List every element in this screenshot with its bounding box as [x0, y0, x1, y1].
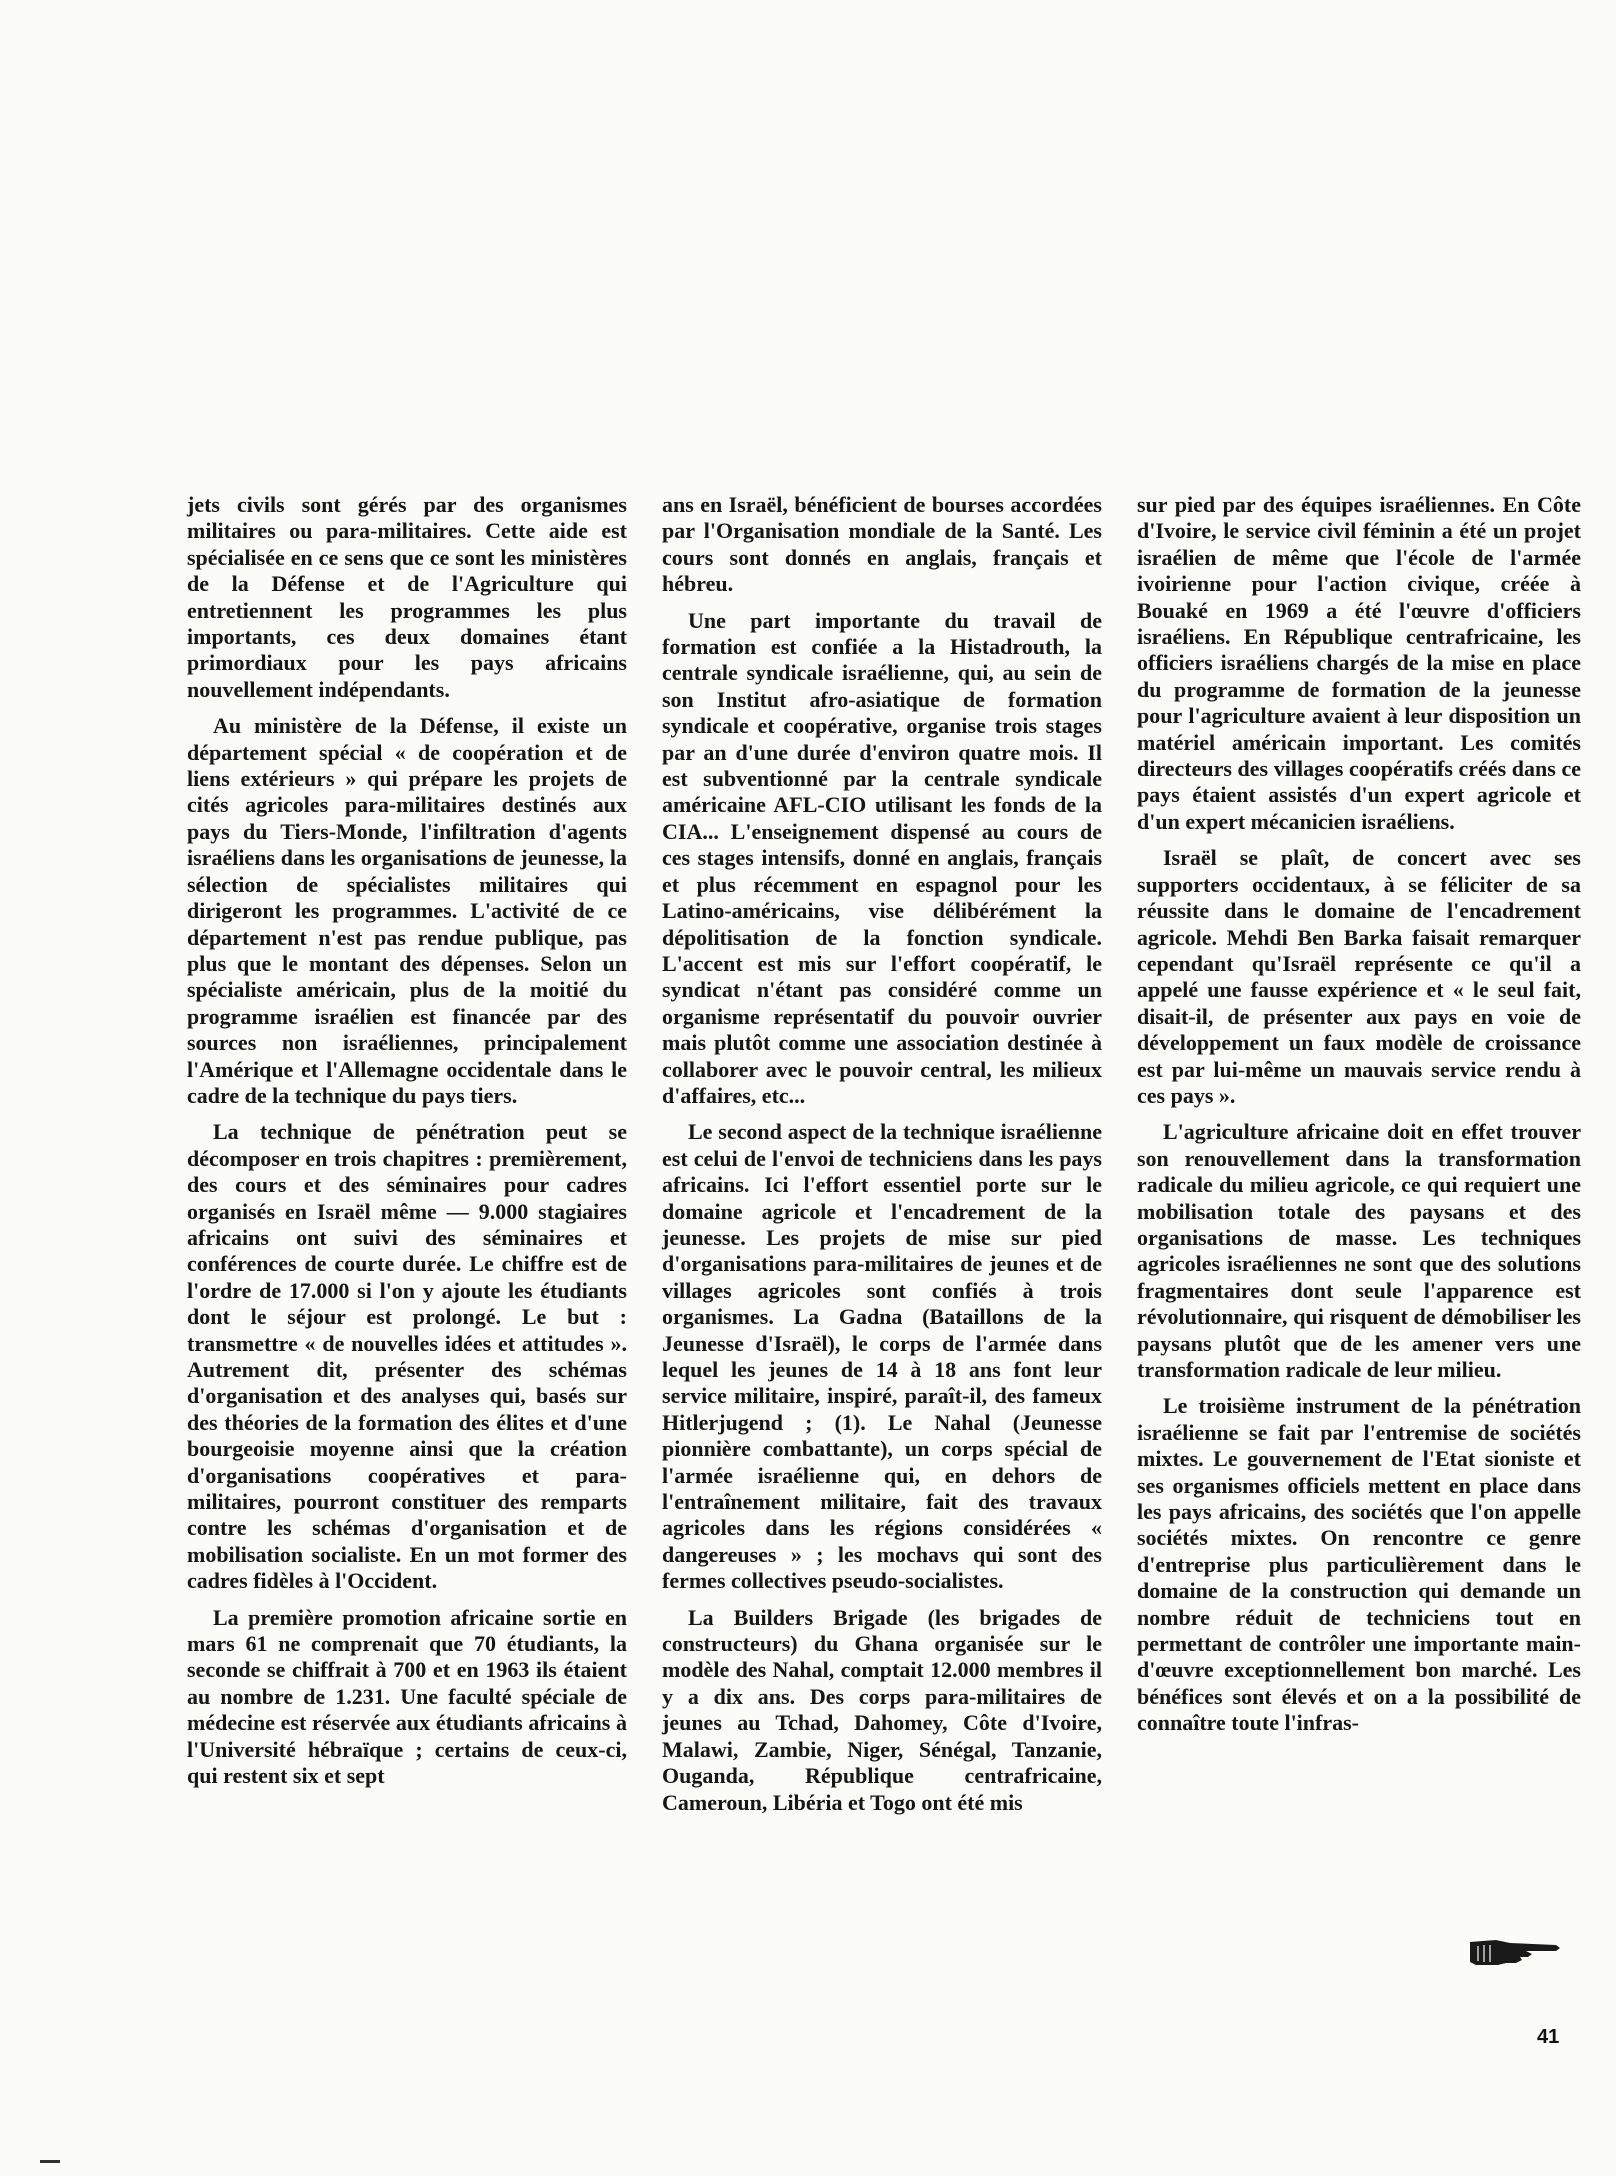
text-column-2 [662, 492, 1102, 1816]
paragraph: jets civils sont gérés par des organismes militaires ou para-militaires. Cette aide est spécialisée en ce sens que ce sont les ministères de la Défense et de l'Agriculture qui entretiennent les programmes les plus importants, ces deux domaines étant primordiaux pour les pays africains nouvellement indépendants. [187, 492, 627, 702]
paragraph: Au ministère de la Défense, il existe un département spécial « de coopération et de liens extérieurs » qui prépare les projets de cités agricoles para-militaires destinés aux pays du Tiers-Monde, l'infiltration d'agents israéliens dans les organisations de jeunesse, la sélection de spécialistes militaires qui dirigeront les programmes. L'activité de ce département n'est pas rendue publique, pas plus que le montant des dépenses. Selon un spécialiste américain, plus de la moitié du programme israélien est financée par des sources non israéliennes, principalement l'Amérique et l'Allemagne occidentale dans le cadre de la technique du pays tiers. [187, 713, 627, 1108]
paragraph: La première promotion africaine sortie en mars 61 ne comprenait que 70 étudiants, la seconde se chiffrait à 700 et en 1963 ils étaient au nombre de 1.231. Une faculté spéciale de médecine est réservée aux étudiants africains à l'Université hébraïque ; certains de ceux-ci, qui restent six et sept [187, 1604, 627, 1789]
text-column-3 [1137, 492, 1581, 1737]
paragraph: La technique de pénétration peut se décomposer en trois chapitres : premièrement, des cours et des séminaires pour cadres organisés en Israël même — 9.000 stagiaires africains ont suivi des séminaires et conférences de courte durée. Le chiffre est de l'ordre de 17.000 si l'on y ajoute les étudiants dont le séjour est prolongé. Le but : transmettre « de nouvelles idées et attitudes ». Autrement dit, présenter des schémas d'organisation et des analyses qui, basés sur des théories de la formation des élites et d'une bourgeoisie moyenne ainsi que la création d'organisations coopératives et para-militaires, pourront constituer des remparts contre les schémas d'organisation et de mobilisation socialiste. En un mot former des cadres fidèles à l'Occident. [187, 1119, 627, 1594]
paragraph: Le second aspect de la technique israélienne est celui de l'envoi de techniciens dans les pays africains. Ici l'effort essentiel porte sur le domaine agricole et l'encadrement de la jeunesse. Les projets de mise sur pied d'organisations para-militaires de jeunes et de villages agricoles sont confiés à trois organismes. La Gadna (Bataillons de la Jeunesse d'Israël), le corps de l'armée dans lequel les jeunes de 14 à 18 ans font leur service militaire, inspiré, paraît-il, des fameux Hitlerjugend ; (1). Le Nahal (Jeunesse pionnière combattante), un corps spécial de l'armée israélienne qui, en dehors de l'entraînement militaire, fait des travaux agricoles dans les régions considérées « dangereuses » ; les mochavs qui sont des fermes collectives pseudo-socialistes. [662, 1119, 1102, 1594]
text-column-1 [187, 492, 627, 1790]
page-number: 41 [1537, 2026, 1560, 2048]
paragraph: Le troisième instrument de la pénétration israélienne se fait par l'entremise de sociétés mixtes. Le gouvernement de l'Etat sioniste et ses organismes officiels mettent en place dans les pays africains, des sociétés que l'on appelle sociétés mixtes. On rencontre ce genre d'entreprise plus particulièrement dans le domaine de la construction qui demande un nombre réduit de techniciens tout en permettant de contrôler une importante main-d'œuvre exceptionnellement bon marché. Les bénéfices sont élevés et on a la possibilité de connaître toute l'infras- [1137, 1393, 1581, 1736]
paragraph: Une part importante du travail de formation est confiée a la Histadrouth, la centrale syndicale israélienne, qui, au sein de son Institut afro-asiatique de formation syndicale et coopérative, organise trois stages par an d'une durée d'environ quatre mois. Il est subventionné par la centrale syndicale américaine AFL-CIO utilisant les fonds de la CIA... L'enseignement dispensé au cours de ces stages intensifs, donné en anglais, français et plus récemment en espagnol pour les Latino-américains, vise délibérément la dépolitisation de la fonction syndicale. L'accent est mis sur l'effort coopératif, le syndicat n'étant pas considéré comme un organisme représentatif du pouvoir ouvrier mais plutôt comme une association destinée à collaborer avec le pouvoir central, les milieux d'affaires, etc... [662, 607, 1102, 1108]
paragraph: La Builders Brigade (les brigades de constructeurs) du Ghana organisée sur le modèle des Nahal, comptait 12.000 membres il y a dix ans. Des corps para-militaires de jeunes au Tchad, Dahomey, Côte d'Ivoire, Malawi, Zambie, Niger, Sénégal, Tanzanie, Ouganda, République centrafricaine, Cameroun, Libéria et Togo ont été mis [662, 1604, 1102, 1815]
paragraph: sur pied par des équipes israéliennes. En Côte d'Ivoire, le service civil féminin a été un projet israélien de même que l'école de l'armée ivoirienne pour l'action civique, créée à Bouaké en 1969 a été l'œuvre d'officiers israéliens. En République centrafricaine, les officiers israéliens chargés de la mise en place du programme de formation de la jeunesse pour l'agriculture avaient à leur disposition un matériel américain important. Les comités directeurs des villages coopératifs créés dans ce pays étaient assistés d'un expert agricole et d'un expert mécanicien israéliens. [1137, 492, 1581, 834]
margin-mark [40, 2160, 60, 2163]
paragraph: ans en Israël, bénéficient de bourses accordées par l'Organisation mondiale de la Santé. Les cours sont donnés en anglais, français et hébreu. [662, 492, 1102, 597]
paragraph: L'agriculture africaine doit en effet trouver son renouvellement dans la transformation radicale du milieu agricole, ce qui requiert une mobilisation totale des paysans et des organisations de masse. Les techniques agricoles israéliennes ne sont que des solutions fragmentaires dont seule l'apparence est révolutionnaire, qui risquent de démobiliser les paysans plutôt que de les amener vers une transformation radicale de leur milieu. [1137, 1119, 1581, 1382]
paragraph: Israël se plaît, de concert avec ses supporters occidentaux, à se féliciter de sa réussite dans le domaine de l'encadrement agricole. Mehdi Ben Barka faisait remarquer cependant qu'Israël représente ce qu'il a appelé une fausse expérience et « le seul fait, disait-il, de présenter aux pays en voie de développement un faux modèle de croissance est par lui-même un mauvais service rendu à ces pays ». [1137, 845, 1581, 1108]
pointing-hand-icon [1466, 1934, 1562, 1968]
